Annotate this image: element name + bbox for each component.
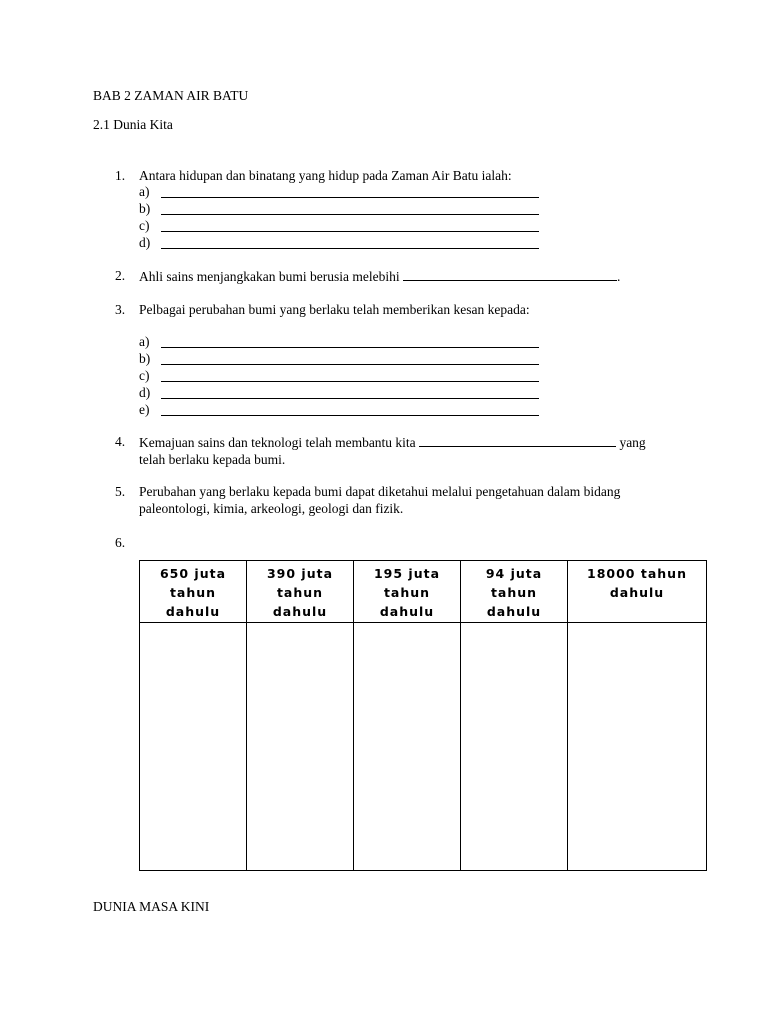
q4-line-2: telah berlaku kepada bumi.	[139, 452, 286, 467]
page-title: BAB 2 ZAMAN AIR BATU	[93, 88, 249, 103]
q3-answer-e[interactable]	[139, 402, 539, 419]
q1-answer-a[interactable]	[139, 184, 539, 201]
timeline-col-195	[354, 561, 461, 623]
q1-answer-d[interactable]	[139, 235, 539, 252]
header-line: dahulu	[379, 604, 435, 619]
q4-answer-blank[interactable]	[419, 434, 616, 447]
q2-number: 2.	[115, 268, 126, 283]
timeline-col-94	[461, 561, 568, 623]
header-line: dahulu	[165, 604, 221, 619]
timeline-col-650	[140, 561, 247, 623]
header-line: 195 juta	[373, 566, 441, 581]
header-line: tahun	[169, 585, 217, 600]
q3-answer-a[interactable]	[139, 334, 539, 351]
header-line: dahulu	[486, 604, 542, 619]
q3-answer-b[interactable]	[139, 351, 539, 368]
answer-line	[161, 398, 539, 399]
answer-label: a)	[139, 334, 150, 349]
answer-line	[161, 248, 539, 249]
answer-label: a)	[139, 184, 150, 199]
header-line: 390 juta	[266, 566, 334, 581]
q4-number: 4.	[115, 434, 126, 449]
answer-label: d)	[139, 235, 151, 250]
timeline-col-18000	[568, 561, 707, 623]
header-line: 94 juta	[485, 566, 543, 581]
header-line: tahun	[490, 585, 538, 600]
answer-label: b)	[139, 351, 151, 366]
header-line: tahun	[276, 585, 324, 600]
answer-label: c)	[139, 218, 150, 233]
q4-text-end: yang	[619, 435, 646, 450]
header-line: tahun	[383, 585, 431, 600]
timeline-answer-cell[interactable]	[568, 623, 707, 871]
answer-label: c)	[139, 368, 150, 383]
answer-line	[161, 364, 539, 365]
q5-line-1: Perubahan yang berlaku kepada bumi dapat diketahui melalui pengetahuan dalam bidang	[139, 484, 621, 499]
answer-label: b)	[139, 201, 151, 216]
answer-line	[161, 197, 539, 198]
q3-number: 3.	[115, 302, 126, 317]
q4-text: Kemajuan sains dan teknologi telah membantu kita	[139, 435, 416, 450]
answer-line	[161, 214, 539, 215]
q1-text: Antara hidupan dan binatang yang hidup pada Zaman Air Batu ialah:	[139, 168, 512, 183]
q3-answer-d[interactable]	[139, 385, 539, 402]
q2-line	[139, 268, 620, 285]
timeline-col-390	[247, 561, 354, 623]
q2-answer-blank[interactable]	[403, 268, 617, 281]
timeline-answer-cell[interactable]	[354, 623, 461, 871]
q5-line-2: paleontologi, kimia, arkeologi, geologi dan fizik.	[139, 501, 404, 516]
q1-answer-c[interactable]	[139, 218, 539, 235]
timeline-answer-row	[140, 623, 707, 871]
timeline-header-row	[140, 561, 707, 623]
q4-line-1	[139, 434, 646, 451]
q1-number: 1.	[115, 168, 126, 183]
header-line: dahulu	[609, 585, 665, 600]
answer-line	[161, 415, 539, 416]
q6-number: 6.	[115, 535, 126, 550]
q2-text: Ahli sains menjangkakan bumi berusia melebihi	[139, 269, 400, 284]
header-line: 18000 tahun	[587, 566, 687, 581]
q1-answer-b[interactable]	[139, 201, 539, 218]
q2-text-end: .	[616, 269, 621, 284]
q3-text: Pelbagai perubahan bumi yang berlaku telah memberikan kesan kepada:	[139, 302, 530, 317]
section-heading: DUNIA MASA KINI	[93, 899, 210, 914]
answer-line	[161, 381, 539, 382]
header-line: 650 juta	[159, 566, 227, 581]
section-title: 2.1 Dunia Kita	[93, 117, 173, 132]
q3-answer-c[interactable]	[139, 368, 539, 385]
timeline-answer-cell[interactable]	[247, 623, 354, 871]
answer-line	[161, 347, 539, 348]
timeline-answer-cell[interactable]	[140, 623, 247, 871]
header-line: dahulu	[272, 604, 328, 619]
timeline-table	[139, 560, 707, 871]
answer-line	[161, 231, 539, 232]
timeline-answer-cell[interactable]	[461, 623, 568, 871]
answer-label: e)	[139, 402, 150, 417]
q5-number: 5.	[115, 484, 126, 499]
answer-label: d)	[139, 385, 151, 400]
